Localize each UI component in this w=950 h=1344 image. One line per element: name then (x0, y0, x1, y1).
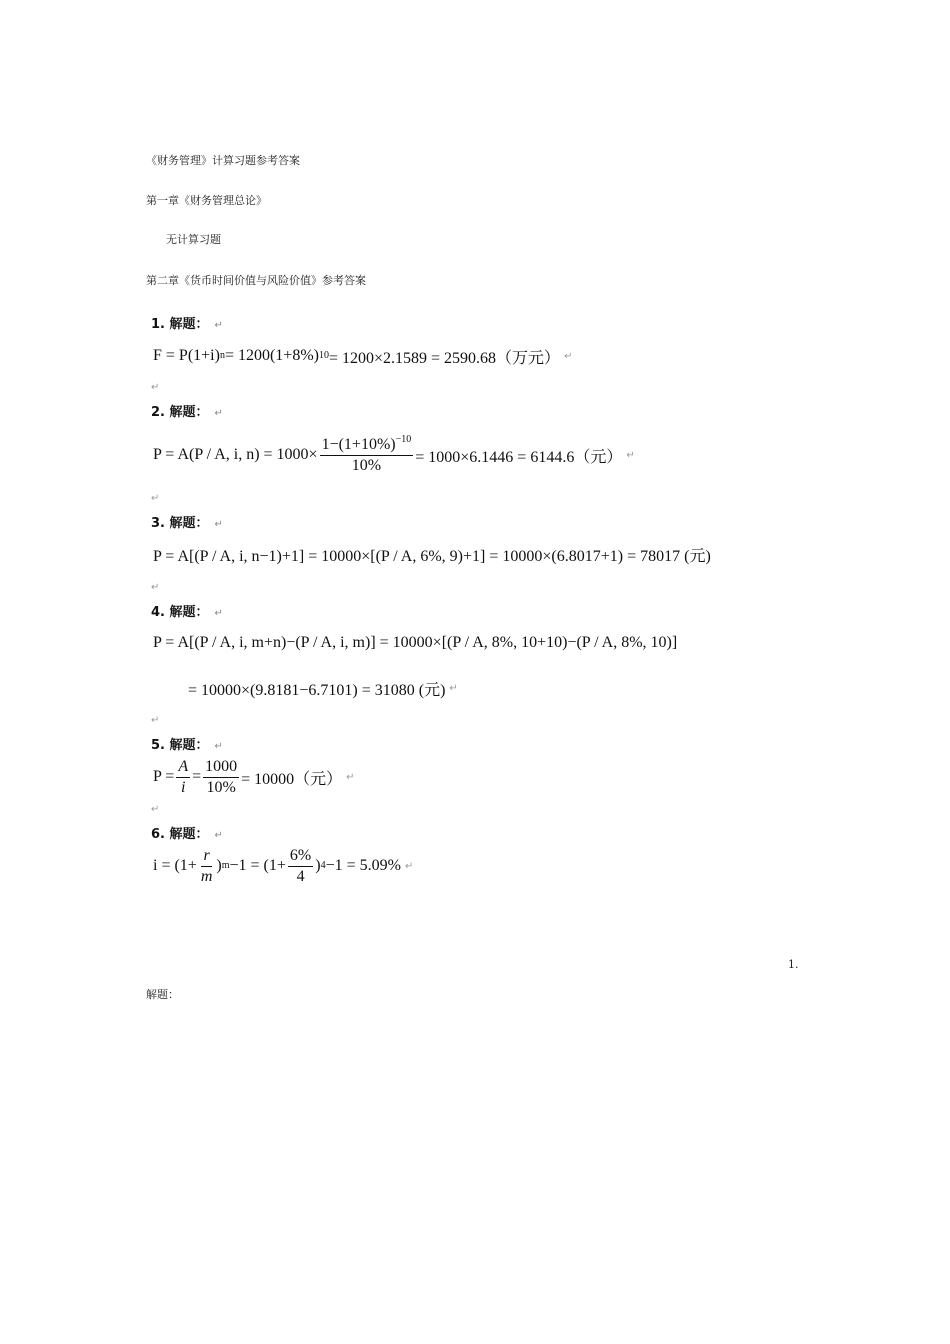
document-title: 《财务管理》计算习题参考答案 (146, 154, 300, 167)
q4-formula-line-1: P = A[(P / A, i, m+n)−(P / A, i, m)] = 10000×[(P / A, 8%, 10+10)−(P / A, 8%, 10)] (153, 634, 678, 651)
q6-label: 6. 解题： ↵ (151, 827, 223, 842)
q5-formula: P = $\frac{A}{i}$ = $\frac{1000}{10\%}$ = 10000（元） ↵ (153, 757, 355, 796)
q6-formula: i = (1+ $\frac{r}{m}$ ) m −1 = (1+ $\frac{6\%}{4}$ ) 4 −1 = 5.09% ↵ (153, 846, 414, 885)
q3-formula: P = A[(P / A, i, n−1)+1] = 10000×[(P / A, 6%, 9)+1] = 10000×(6.8017+1) = 78017 (元) (153, 547, 711, 565)
q2-label: 2. 解题： ↵ (151, 405, 223, 420)
footer-number: 1. (788, 958, 799, 971)
q4-label: 4. 解题： ↵ (151, 605, 223, 620)
q1-formula: F = P(1+i) n = 1200(1+8%) 10 = 1200×2.1589 = 2590.68（万元） ↵ (153, 347, 573, 367)
paragraph-mark: ↵ (151, 582, 160, 593)
q1-label: 1. 解题： ↵ (151, 317, 223, 332)
paragraph-mark: ↵ (151, 382, 160, 393)
chapter-2-heading: 第二章《货币时间价值与风险价值》参考答案 (146, 274, 366, 287)
q5-label: 5. 解题： ↵ (151, 738, 223, 753)
q2-formula: P = A(P / A, i, n) = 1000× $\frac{1-(1+10\%)^{-10}}{10\%}$ = 1000×6.1446 = 6144.6（元） ↵ (153, 433, 635, 474)
footer-label: 解题： (146, 988, 179, 1001)
chapter-1-heading: 第一章《财务管理总论》 (146, 194, 267, 207)
paragraph-mark: ↵ (151, 715, 160, 726)
paragraph-mark: ↵ (151, 493, 160, 504)
q3-label: 3. 解题： ↵ (151, 516, 223, 531)
q4-formula-line-2: = 10000×(9.8181−6.7101) = 31080 (元) ↵ (188, 681, 458, 699)
chapter-1-note: 无计算习题 (166, 233, 221, 246)
paragraph-mark: ↵ (151, 804, 160, 815)
